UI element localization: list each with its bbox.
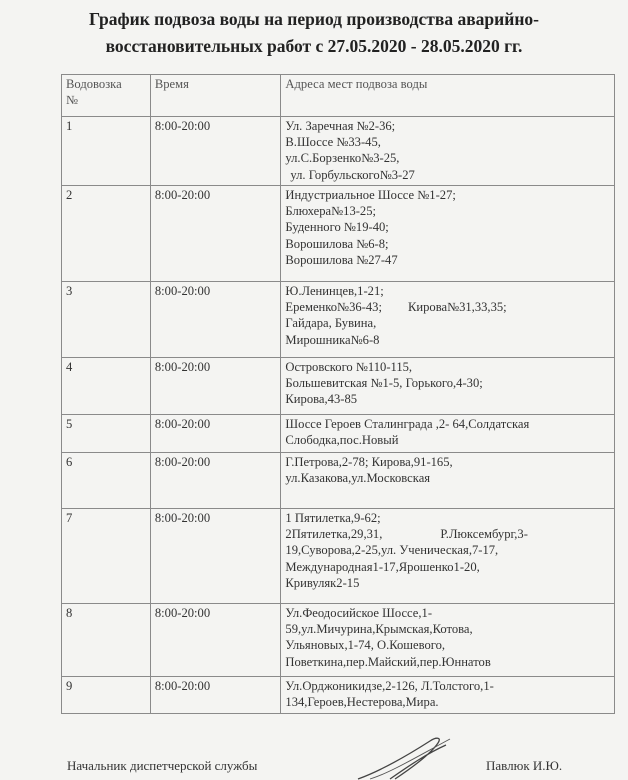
table-row bbox=[62, 415, 615, 453]
row-time: 8:00-20:00 bbox=[150, 415, 281, 453]
footer-signatory-name: Павлюк И.Ю. bbox=[486, 758, 563, 773]
table-row bbox=[62, 117, 615, 186]
row-time: 8:00-20:00 bbox=[150, 677, 281, 714]
row-addresses: Островского №110-115, Большевитская №1-5, Горького,4-30; Кирова,43-85 bbox=[281, 358, 615, 415]
header-time: Время bbox=[150, 75, 281, 117]
table-row bbox=[62, 509, 615, 604]
table-row bbox=[62, 358, 615, 415]
row-time: 8:00-20:00 bbox=[150, 358, 281, 415]
table-row bbox=[62, 677, 615, 714]
footer-position-title: Начальник диспетчерской службы bbox=[67, 758, 258, 773]
table-row bbox=[62, 186, 615, 282]
row-time: 8:00-20:00 bbox=[150, 186, 281, 282]
table-header-row bbox=[62, 75, 615, 117]
row-time: 8:00-20:00 bbox=[150, 604, 281, 677]
row-number: 7 bbox=[62, 509, 151, 604]
water-delivery-schedule-table bbox=[61, 74, 615, 714]
row-number: 1 bbox=[62, 117, 151, 186]
row-number: 6 bbox=[62, 453, 151, 509]
row-number: 5 bbox=[62, 415, 151, 453]
table-row bbox=[62, 604, 615, 677]
handwritten-signature bbox=[350, 735, 460, 780]
header-addresses: Адреса мест подвоза воды bbox=[281, 75, 615, 117]
row-addresses: Ул.Орджоникидзе,2-126, Л.Толстого,1- 134,Героев,Нестерова,Мира. bbox=[281, 677, 615, 714]
row-addresses: Ул.Феодосийское Шоссе,1- 59,ул.Мичурина,Крымская,Котова, Ульяновых,1-74, О.Кошевого, Поветкина,пер.Майский,пер.Юннатов bbox=[281, 604, 615, 677]
row-number: 3 bbox=[62, 282, 151, 358]
table-row bbox=[62, 282, 615, 358]
row-addresses: 1 Пятилетка,9-62; 2Пятилетка,29,31, Р.Люксембург,3- 19,Суворова,2-25,ул. Ученическая,7-17, Международная1-17,Ярошенко1-20, Кривуляк2-15 bbox=[281, 509, 615, 604]
row-addresses: Г.Петрова,2-78; Кирова,91-165, ул.Казакова,ул.Московская bbox=[281, 453, 615, 509]
row-number: 2 bbox=[62, 186, 151, 282]
row-addresses: Шоссе Героев Сталинграда ,2- 64,Солдатская Слободка,пос.Новый bbox=[281, 415, 615, 453]
row-addresses: Индустриальное Шоссе №1-27; Блюхера№13-25; Буденного №19-40; Ворошилова №6-8; Ворошилова №27-47 bbox=[281, 186, 615, 282]
document-title bbox=[40, 6, 588, 60]
row-time: 8:00-20:00 bbox=[150, 453, 281, 509]
row-number: 4 bbox=[62, 358, 151, 415]
row-addresses: Ю.Ленинцев,1-21; Еременко№36-43; Кирова№31,33,35; Гайдара, Бувина, Мирошника№6-8 bbox=[281, 282, 615, 358]
row-time: 8:00-20:00 bbox=[150, 282, 281, 358]
title-line-1: График подвоза воды на период производства аварийно- bbox=[89, 9, 539, 29]
title-line-2: восстановительных работ с 27.05.2020 - 28.05.2020 гг. bbox=[105, 36, 523, 56]
row-time: 8:00-20:00 bbox=[150, 117, 281, 186]
header-truck-number: Водовозка № bbox=[62, 75, 151, 117]
row-addresses: Ул. Заречная №2-36; В.Шоссе №33-45, ул.С.Борзенко№3-25, ул. Горбульского№3-27 bbox=[281, 117, 615, 186]
row-number: 8 bbox=[62, 604, 151, 677]
row-time: 8:00-20:00 bbox=[150, 509, 281, 604]
row-number: 9 bbox=[62, 677, 151, 714]
table-row bbox=[62, 453, 615, 509]
